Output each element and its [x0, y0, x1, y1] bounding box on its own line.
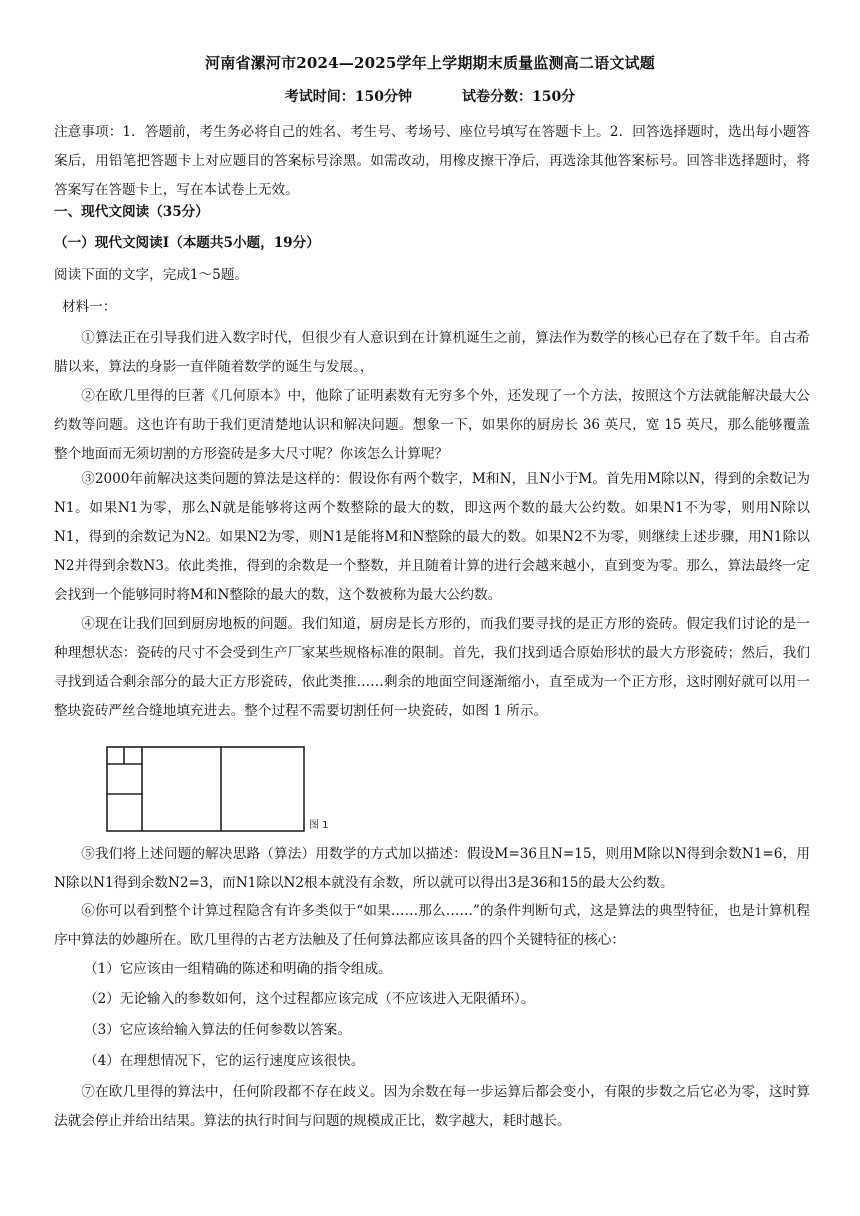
figure-1-tiling-diagram: [105, 745, 355, 835]
paragraph-6: ⑥你可以看到整个计算过程隐含有许多类似于“如果……那么……”的条件判断句式，这是算法的典型特征，也是计算机程序中算法的妙趣所在。欧几里得的古老方法触及了任何算法都应该具备的四个关键特征的核心：: [54, 903, 810, 948]
section-heading: 一、现代文阅读（35分）: [54, 204, 209, 220]
feature-item-3: （3）它应该给输入算法的任何参数以答案。: [84, 1022, 351, 1038]
notice: 注意事项：1．答题前，考生务必将自己的姓名、考生号、考场号、座位号填写在答题卡上。2．回答选择题时，选出每小题答案后，用铅笔把答题卡上对应题目的答案标号涂黑。如需改动，用橡皮擦干净后，再选涂其他答案标号。回答非选择题时，将答案写在答题卡上，写在本试卷上无效。: [54, 124, 810, 198]
paragraph-4: ④现在让我们回到厨房地板的问题。我们知道，厨房是长方形的，而我们要寻找的是正方形的瓷砖。假定我们讨论的是一种理想状态：瓷砖的尺寸不会受到生产厂家某些规格标准的限制。首先，我们找到适合原始形状的最大方形瓷砖；然后，我们寻找到适合剩余部分的最大正方形瓷砖，依此类推……剩余的地面空间逐渐缩小，直至成为一个正方形，这时刚好就可以用一整块瓷砖严丝合缝地填充进去。整个过程不需要切割任何一块瓷砖，如图 1 所示。: [54, 616, 810, 719]
feature-item-2: （2）无论输入的参数如何，这个过程都应该完成（不应该进入无限循环）。: [84, 991, 535, 1007]
paragraph-2: ②在欧几里得的巨著《几何原本》中，他除了证明素数有无穷多个外，还发现了一个方法，按照这个方法就能解决最大公约数等问题。这也许有助于我们更清楚地认识和解决问题。想象一下，如果你的厨房长 36 英尺，宽 15 英尺，那么能够覆盖整个地面而无须切割的方形瓷砖是多大尺寸呢？你该怎么计算呢？: [54, 388, 810, 462]
figure-caption: 图 1: [309, 820, 329, 831]
exam-title: 河南省漯河市2024—2025学年上学期期末质量监测高二语文试题: [205, 54, 655, 72]
kitchen-outline: [107, 747, 304, 831]
subsection-heading: （一）现代文阅读Ⅰ（本题共5小题，19分）: [54, 235, 320, 251]
feature-item-1: （1）它应该由一组精确的陈述和明确的指令组成。: [84, 961, 392, 977]
paragraph-7: ⑦在欧几里得的算法中，任何阶段都不存在歧义。因为余数在每一步运算后都会变小，有限的步数之后它必为零，这时算法就会停止并给出结果。算法的执行时间与问题的规模成正比，数字越大，耗时越长。: [54, 1084, 810, 1129]
reading-instruction: 阅读下面的文字，完成1～5题。: [54, 267, 249, 283]
feature-item-4: （4）在理想情况下，它的运行速度应该很快。: [84, 1053, 365, 1069]
exam-info: [0, 86, 860, 106]
exam-time: 考试时间：150分钟: [284, 89, 412, 105]
paragraph-1: ①算法正在引导我们进入数字时代，但很少有人意识到在计算机诞生之前，算法作为数学的核心已存在了数千年。自古希腊以来，算法的身影一直伴随着数学的诞生与发展。，: [54, 330, 810, 375]
exam-score: 试卷分数：150分: [462, 89, 576, 105]
paragraph-3: ③2000年前解决这类问题的算法是这样的：假设你有两个数字，M和N，且N小于M。首先用M除以N，得到的余数记为N1。如果N1为零，那么N就是能够将这两个数整除的最大的数，即这两个数的最大公约数。如果N1不为零，则用N除以N1，得到的余数记为N2。如果N2为零，则N1是能将M和N整除的最大的数。如果N2不为零，则继续上述步骤，用N1除以N2并得到余数N3。依此类推，得到的余数是一个整数，并且随着计算的进行会越来越小，直到变为零。那么，算法最终一定会找到一个能够同时将M和N整除的最大的数，这个数被称为最大公约数。: [54, 471, 810, 603]
paragraph-5: ⑤我们将上述问题的解决思路（算法）用数学的方式加以描述：假设M=36且N=15，则用M除以N得到余数N1=6，用N除以N1得到余数N2=3，而N1除以N2根本就没有余数，所以就可以得出3是36和15的最大公约数。: [54, 846, 810, 891]
material-label: 材料一：: [62, 299, 117, 315]
